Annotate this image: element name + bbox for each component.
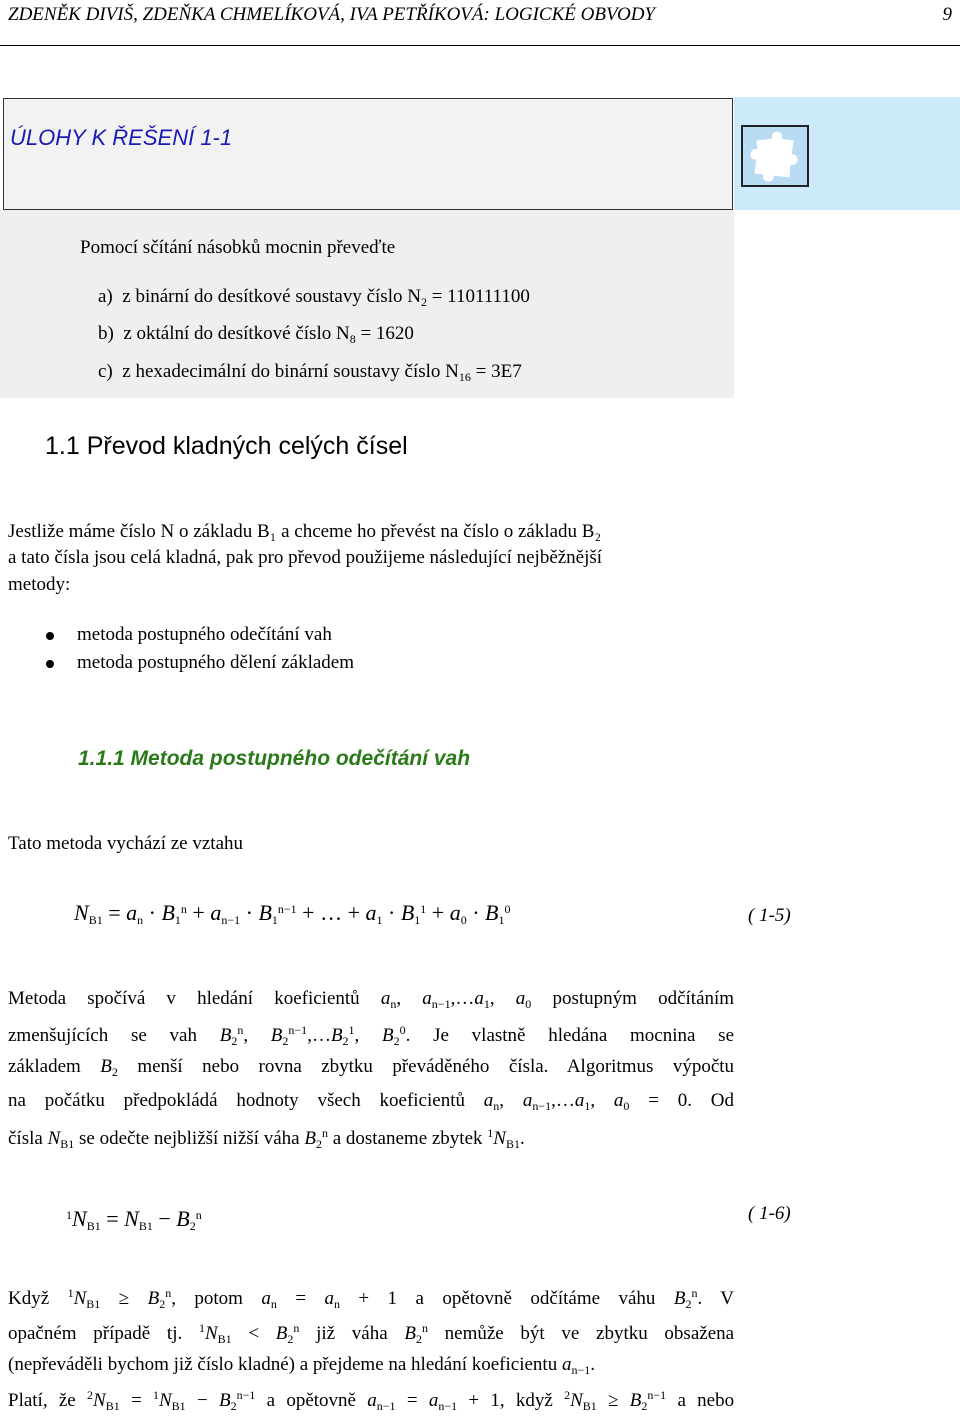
paragraph-line: zmenšujících se vah $B_2^n$, $B_2^{n-1},\dots B_2^1$, $B_2^0$. Je vlastně hledána mocnina se [8, 1023, 735, 1048]
paragraph-line: na počátku předpokládá hodnoty všech koeficientů $a_n$, $a_{n-1},\dots a_1$, $a_0 = 0$. Od [8, 1090, 734, 1113]
paragraph-line: základem $B_2$ menší nebo rovna zbytku převáděného čísla. Algoritmus výpočtu [8, 1056, 735, 1079]
task-item-a: a) z binární do desítkové soustavy číslo $N_2 = 110111100$ [98, 286, 530, 309]
paragraph-line: opačném případě tj. $^1N_{B1} < B_2^n$ již váha $B_2^n$ nemůže být ve zbytku obsažena [8, 1321, 735, 1346]
header-rule [0, 45, 960, 46]
bullet-item: metoda postupného dělení základem [77, 652, 354, 673]
equation-1-6: $^1N_{B1} = N_{B1} - B_2^n$ [66, 1206, 202, 1233]
paragraph-line: Metoda spočívá v hledání koeficientů $a_n$, $a_{n-1},\dots a_1$, $a_0$ postupným odčítáním [8, 988, 735, 1011]
subsection-heading: 1.1.1 Metoda postupného odečítání vah [78, 747, 471, 770]
paragraph-line: Tato metoda vychází ze vztahu [8, 833, 244, 854]
bullet-dot [46, 632, 54, 640]
running-header: ZDENĚK DIVIŠ, ZDEŇKA CHMELÍKOVÁ, IVA PETŘÍKOVÁ: LOGICKÉ OBVODY [8, 4, 656, 25]
paragraph-line: čísla $N_{B1}$ se odečte nejbližší nižší váha $B_2^n$ a dostaneme zbytek $^1N_{B1}$. [8, 1126, 525, 1151]
task-title: ÚLOHY K ŘEŠENÍ 1-1 [10, 125, 233, 150]
equation-number: ( 1-6) [748, 1203, 791, 1224]
paragraph-line: metody: [8, 574, 71, 595]
paragraph-line: (nepřeváděli bychom již číslo kladné) a přejdeme na hledání koeficientu $a_{n-1}$. [8, 1354, 595, 1377]
equation-number: ( 1-5) [748, 905, 791, 926]
task-intro: Pomocí sčítání násobků mocnin převeďte [80, 237, 396, 258]
task-item-c: c) z hexadecimální do binární soustavy číslo $N_{16} = 3E7$ [98, 361, 522, 384]
puzzle-icon [741, 125, 809, 187]
paragraph-line: Jestliže máme číslo N o základu B₁ a chceme ho převést na číslo o základu B₂ [8, 521, 602, 542]
bullet-item: metoda postupného odečítání vah [77, 624, 332, 645]
paragraph-line: a tato čísla jsou celá kladná, pak pro převod použijeme následující nejběžnější [8, 547, 603, 568]
task-item-b: b) z oktální do desítkové číslo $N_8 = 1620$ [98, 323, 414, 346]
task-title-box [3, 98, 733, 210]
section-heading: 1.1 Převod kladných celých čísel [45, 432, 408, 460]
bullet-dot [46, 660, 54, 668]
paragraph-line: Platí, že $^2N_{B1} = ^1N_{B1} - B_2^{n-1}$ a opětovně $a_{n-1} = a_{n-1} + 1$, když $^2N_{B1} \ge B_2^{n-1}$ a nebo [8, 1388, 735, 1413]
page-number: 9 [942, 4, 952, 25]
paragraph-line: Když $^1N_{B1} \ge B_2^n$, potom $a_n = a_n + 1$ a opětovně odčítáme váhu $B_2^n$. V [8, 1286, 735, 1311]
equation-1-5: $N_{B1} = a_n \cdot B_1^n + a_{n-1} \cdot B_1^{n-1}$ + … + $a_1 \cdot B_1^1 + a_0 \cdot B_1^0$ [74, 900, 511, 927]
